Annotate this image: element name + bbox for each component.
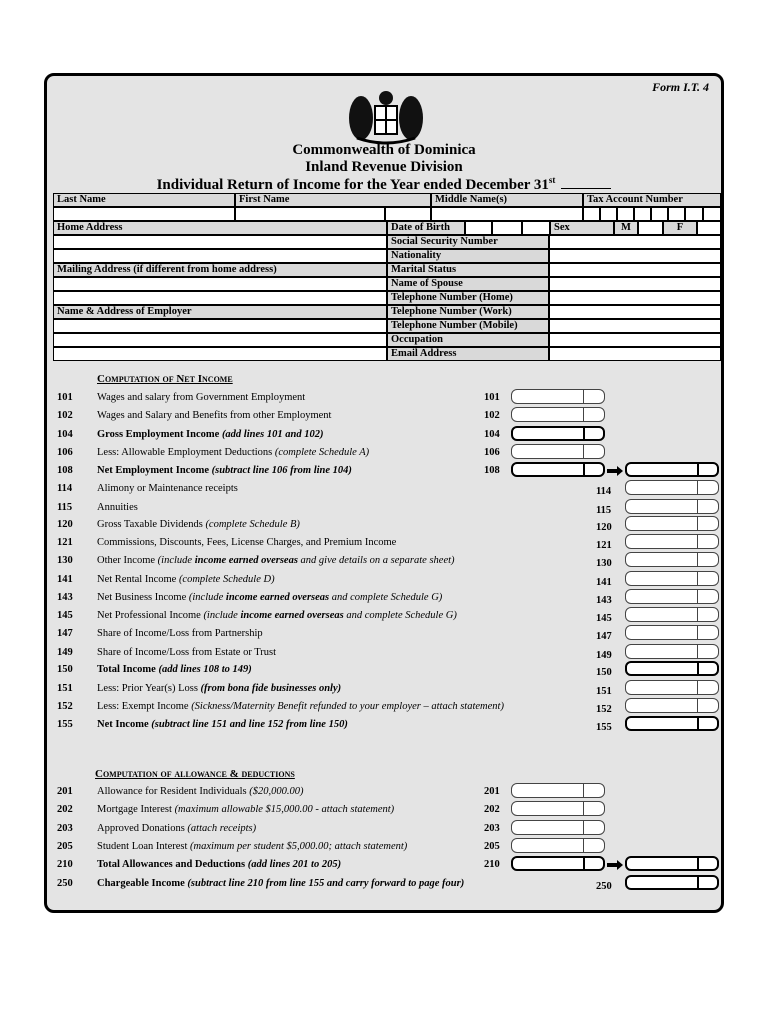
line-description xyxy=(97,429,323,440)
line-note: (maximum per student $5,000.00; attach statement) xyxy=(190,841,408,852)
line-text: Gross Employment Income xyxy=(97,429,220,440)
line-number: 155 xyxy=(57,719,73,730)
line-number: 102 xyxy=(57,410,73,421)
line-number-right-141: 141 xyxy=(596,577,612,588)
line-text: Alimony or Maintenance receipts xyxy=(97,483,238,494)
line-text: Annuities xyxy=(97,502,138,513)
line-description xyxy=(97,519,300,530)
form-id: Form I.T. 4 xyxy=(652,80,709,94)
line-description xyxy=(97,859,341,870)
line-text: Total Allowances and Deductions xyxy=(97,859,246,870)
line-number-right-202: 202 xyxy=(484,804,500,815)
line-number: 101 xyxy=(57,392,73,403)
coat-of-arms-icon xyxy=(345,88,427,146)
amount-field-151[interactable] xyxy=(625,680,719,695)
amount-field-201[interactable] xyxy=(511,783,605,798)
tel-work-input[interactable] xyxy=(549,305,721,319)
line-text: Student Loan Interest xyxy=(97,841,188,852)
line-text: Net Income xyxy=(97,719,149,730)
dob-label: Date of Birth xyxy=(387,221,465,235)
line-note-emphasis: income earned overseas xyxy=(194,555,298,566)
first-name-input-extra[interactable] xyxy=(385,207,431,221)
line-number-right-203: 203 xyxy=(484,823,500,834)
middle-names-input[interactable] xyxy=(431,207,583,221)
line-description xyxy=(97,447,369,458)
line-description xyxy=(97,683,341,694)
line-number: 115 xyxy=(57,502,73,513)
employer-line-3[interactable] xyxy=(53,347,387,361)
line-number-right-147: 147 xyxy=(596,631,612,642)
line-number-right-149: 149 xyxy=(596,650,612,661)
occupation-label: Occupation xyxy=(387,333,549,347)
line-text: Share of Income/Loss from Estate or Trust xyxy=(97,647,277,658)
line-description xyxy=(97,537,396,548)
line-note-part: and give details on a separate sheet) xyxy=(297,555,455,566)
line-description xyxy=(97,610,457,621)
amount-field-115[interactable] xyxy=(625,499,719,514)
line-text: Commissions, Discounts, Fees, License Charges, and Premium Income xyxy=(97,537,397,548)
line-text: Less: Exempt Income xyxy=(97,701,189,712)
line-note: (subtract line 106 from line 104) xyxy=(211,465,352,476)
amount-field-121[interactable] xyxy=(625,534,719,549)
line-text: Net Rental Income xyxy=(97,574,177,585)
line-number: 143 xyxy=(57,592,73,603)
tel-mobile-input[interactable] xyxy=(549,319,721,333)
mailing-address-line-1[interactable] xyxy=(53,277,387,291)
line-number-right-115: 115 xyxy=(596,505,612,516)
line-number-right-104: 104 xyxy=(484,429,500,440)
sex-label: Sex xyxy=(550,221,614,235)
amount-field-205[interactable] xyxy=(511,838,605,853)
amount-field-150[interactable] xyxy=(625,661,719,676)
occupation-input[interactable] xyxy=(549,333,721,347)
mailing-address-label: Mailing Address (if different from home address) xyxy=(53,263,387,277)
amount-field-120[interactable] xyxy=(625,516,719,531)
line-note: (add lines 201 to 205) xyxy=(247,859,342,870)
line-number: 104 xyxy=(57,429,73,440)
line-note: (subtract line 210 from line 155 and carry forward to page four) xyxy=(187,878,465,889)
line-number: 114 xyxy=(57,483,73,494)
amount-field-101[interactable] xyxy=(511,389,605,404)
line-description xyxy=(97,647,276,658)
line-number: 145 xyxy=(57,610,73,621)
tax-digit-2[interactable] xyxy=(600,207,617,221)
amount-field-152[interactable] xyxy=(625,698,719,713)
sex-female-checkbox[interactable] xyxy=(697,221,721,235)
amount-field-102[interactable] xyxy=(511,407,605,422)
middle-names-label: Middle Name(s) xyxy=(431,193,583,207)
marital-status-label: Marital Status xyxy=(387,263,549,277)
line-note: (complete Schedule B) xyxy=(205,519,300,530)
amount-field-carried-108[interactable] xyxy=(625,462,719,477)
line-number: 210 xyxy=(57,859,73,870)
line-number: 205 xyxy=(57,841,73,852)
amount-field-203[interactable] xyxy=(511,820,605,835)
line-number: 141 xyxy=(57,574,73,585)
tax-digit-4[interactable] xyxy=(634,207,651,221)
line-number-right-155: 155 xyxy=(596,722,612,733)
line-text: Chargeable Income xyxy=(97,878,185,889)
employer-line-1[interactable] xyxy=(53,319,387,333)
amount-field-carried-210[interactable] xyxy=(625,856,719,871)
nationality-input[interactable] xyxy=(549,249,721,263)
first-name-label: First Name xyxy=(235,193,431,207)
line-text: Approved Donations xyxy=(97,823,185,834)
net-income-section-title: Computation of Net Income xyxy=(97,373,233,385)
employer-label: Name & Address of Employer xyxy=(53,305,387,319)
tax-digit-5[interactable] xyxy=(651,207,668,221)
amount-field-250[interactable] xyxy=(625,875,719,890)
line-number: 120 xyxy=(57,519,73,530)
line-text: Allowance for Resident Individuals xyxy=(97,786,247,797)
line-text: Wages and salary from Government Employment xyxy=(97,392,306,403)
amount-field-104[interactable] xyxy=(511,426,605,441)
line-description xyxy=(97,701,504,712)
line-text: Wages and Salary and Benefits from other Employment xyxy=(97,410,332,421)
tel-home-input[interactable] xyxy=(549,291,721,305)
tel-home-label: Telephone Number (Home) xyxy=(387,291,549,305)
email-input[interactable] xyxy=(549,347,721,361)
marital-status-input[interactable] xyxy=(549,263,721,277)
tax-digit-7[interactable] xyxy=(685,207,703,221)
line-note: (maximum allowable $15,000.00 - attach statement) xyxy=(174,804,395,815)
dob-month[interactable] xyxy=(492,221,522,235)
line-number-right-121: 121 xyxy=(596,540,612,551)
line-description xyxy=(97,502,138,513)
line-number-right-250: 250 xyxy=(596,881,612,892)
line-number: 151 xyxy=(57,683,73,694)
amount-field-145[interactable] xyxy=(625,607,719,622)
carry-forward-arrow-icon xyxy=(607,860,623,870)
line-note: (add lines 101 and 102) xyxy=(221,429,324,440)
line-description xyxy=(97,392,305,403)
mailing-address-line-2[interactable] xyxy=(53,291,387,305)
line-note: ($20,000.00) xyxy=(249,786,304,797)
line-note: (attach receipts) xyxy=(187,823,257,834)
line-number: 201 xyxy=(57,786,73,797)
line-number: 203 xyxy=(57,823,73,834)
line-note-part: (include xyxy=(188,592,226,603)
line-number-right-101: 101 xyxy=(484,392,500,403)
line-description xyxy=(97,465,352,476)
tax-digit-3[interactable] xyxy=(617,207,634,221)
country-title: Commonwealth of Dominica xyxy=(292,142,476,158)
line-number-right-205: 205 xyxy=(484,841,500,852)
line-text: Net Employment Income xyxy=(97,465,209,476)
line-number-right-145: 145 xyxy=(596,613,612,624)
amount-field-130[interactable] xyxy=(625,552,719,567)
line-text: Mortgage Interest xyxy=(97,804,172,815)
line-text: Share of Income/Loss from Partnership xyxy=(97,628,263,639)
tel-mobile-label: Telephone Number (Mobile) xyxy=(387,319,549,333)
line-note: (Sickness/Maternity Benefit refunded to your employer – attach statement) xyxy=(191,701,504,712)
line-number: 150 xyxy=(57,664,73,675)
amount-field-155[interactable] xyxy=(625,716,719,731)
line-number-right-130: 130 xyxy=(596,558,612,569)
line-description xyxy=(97,786,303,797)
line-description xyxy=(97,574,275,585)
line-number-right-114: 114 xyxy=(596,486,612,497)
line-description xyxy=(97,823,256,834)
tax-digit-6[interactable] xyxy=(668,207,685,221)
line-number: 147 xyxy=(57,628,73,639)
nationality-label: Nationality xyxy=(387,249,549,263)
line-number: 121 xyxy=(57,537,73,548)
line-note: (complete Schedule D) xyxy=(178,574,275,585)
amount-field-149[interactable] xyxy=(625,644,719,659)
line-note: (complete Schedule A) xyxy=(274,447,370,458)
line-number-right-106: 106 xyxy=(484,447,500,458)
line-description xyxy=(97,804,394,815)
line-number-right-150: 150 xyxy=(596,667,612,678)
amount-field-114[interactable] xyxy=(625,480,719,495)
amount-field-147[interactable] xyxy=(625,625,719,640)
year-field[interactable] xyxy=(561,176,611,189)
dob-year[interactable] xyxy=(522,221,550,235)
line-description xyxy=(97,555,455,566)
line-number: 250 xyxy=(57,878,73,889)
form-page xyxy=(44,73,724,913)
line-text: Net Professional Income xyxy=(97,610,201,621)
line-text: Net Business Income xyxy=(97,592,187,603)
ssn-label: Social Security Number xyxy=(387,235,549,249)
dob-day[interactable] xyxy=(465,221,492,235)
amount-field-108[interactable] xyxy=(511,462,605,477)
line-note-part: (include xyxy=(203,610,241,621)
line-note: (subtract line 151 and line 152 from line 150) xyxy=(151,719,348,730)
amount-field-106[interactable] xyxy=(511,444,605,459)
line-number-right-201: 201 xyxy=(484,786,500,797)
last-name-label: Last Name xyxy=(53,193,235,207)
line-number-right-151: 151 xyxy=(596,686,612,697)
carry-forward-arrow-icon xyxy=(607,466,623,476)
return-title-text: Individual Return of Income for the Year ended December 31 xyxy=(156,177,549,193)
home-address-line-2[interactable] xyxy=(53,249,387,263)
sex-male-checkbox[interactable] xyxy=(638,221,663,235)
line-note: (add lines 108 to 149) xyxy=(158,664,252,675)
tax-digit-8[interactable] xyxy=(703,207,721,221)
spouse-label: Name of Spouse xyxy=(387,277,549,291)
line-description xyxy=(97,719,348,730)
first-name-input[interactable] xyxy=(235,207,385,221)
line-number-right-102: 102 xyxy=(484,410,500,421)
line-number: 108 xyxy=(57,465,73,476)
line-number-right-120: 120 xyxy=(596,522,612,533)
line-description xyxy=(97,410,331,421)
line-note-emphasis: income earned overseas xyxy=(240,610,344,621)
home-address-line-1[interactable] xyxy=(53,235,387,249)
line-description xyxy=(97,483,238,494)
line-note-part: and complete Schedule G) xyxy=(343,610,457,621)
line-description xyxy=(97,664,252,675)
email-label: Email Address xyxy=(387,347,549,361)
home-address-label: Home Address xyxy=(53,221,387,235)
line-text: Gross Taxable Dividends xyxy=(97,519,203,530)
sex-male-label: M xyxy=(614,221,638,235)
line-number: 106 xyxy=(57,447,73,458)
amount-field-143[interactable] xyxy=(625,589,719,604)
line-number: 149 xyxy=(57,647,73,658)
division-title: Inland Revenue Division xyxy=(305,159,463,175)
line-text: Total Income xyxy=(97,664,156,675)
line-text: Less: Prior Year(s) Loss xyxy=(97,683,198,694)
line-number-right-108: 108 xyxy=(484,465,500,476)
line-number: 130 xyxy=(57,555,73,566)
tel-work-label: Telephone Number (Work) xyxy=(387,305,549,319)
line-note: (from bona fide businesses only) xyxy=(200,683,342,694)
ordinal-suffix: st xyxy=(548,175,556,185)
line-number: 152 xyxy=(57,701,73,712)
tax-account-label: Tax Account Number xyxy=(583,193,721,207)
spouse-input[interactable] xyxy=(549,277,721,291)
tax-digit-1[interactable] xyxy=(583,207,600,221)
return-title xyxy=(47,175,721,194)
amount-field-141[interactable] xyxy=(625,571,719,586)
amount-field-210[interactable] xyxy=(511,856,605,871)
line-text: Other Income xyxy=(97,555,156,566)
line-number-right-210: 210 xyxy=(484,859,500,870)
line-note-part: and complete Schedule G) xyxy=(329,592,443,603)
line-note-emphasis: income earned overseas xyxy=(225,592,330,603)
line-note-part: (include xyxy=(157,555,195,566)
allowances-section-title: Computation of allowance & deductions xyxy=(95,768,295,780)
line-description xyxy=(97,841,407,852)
last-name-input[interactable] xyxy=(53,207,235,221)
line-number-right-152: 152 xyxy=(596,704,612,715)
amount-field-202[interactable] xyxy=(511,801,605,816)
line-number: 202 xyxy=(57,804,73,815)
line-number-right-143: 143 xyxy=(596,595,612,606)
line-description xyxy=(97,628,263,639)
ssn-input[interactable] xyxy=(549,235,721,249)
employer-line-2[interactable] xyxy=(53,333,387,347)
line-text: Less: Allowable Employment Deductions xyxy=(97,447,273,458)
line-description xyxy=(97,878,464,889)
line-description xyxy=(97,592,442,603)
sex-female-label: F xyxy=(663,221,697,235)
